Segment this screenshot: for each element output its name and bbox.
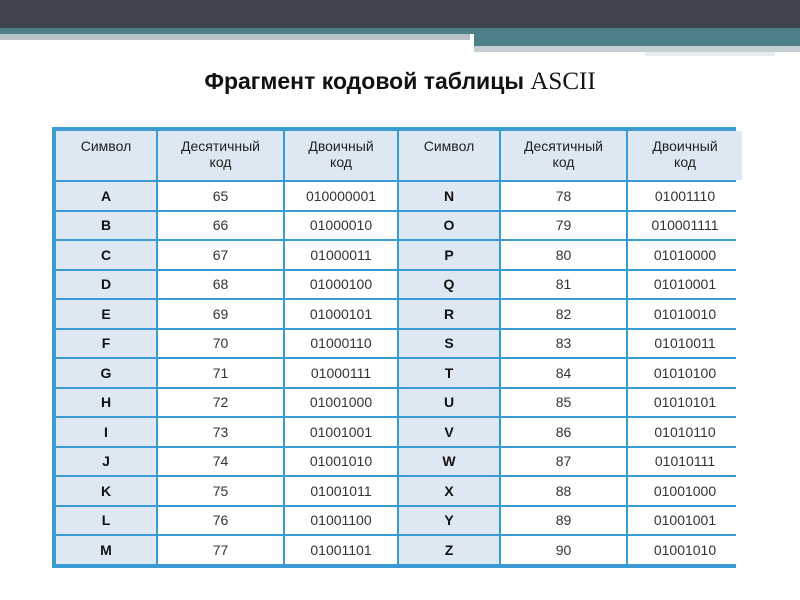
symbol-cell: K	[56, 477, 156, 505]
ascii-table-frame	[52, 127, 736, 568]
binary-cell: 01001110	[628, 182, 742, 210]
symbol-cell: X	[399, 477, 499, 505]
symbol-cell: I	[56, 418, 156, 446]
header-symbol	[399, 131, 499, 180]
symbol-cell: N	[399, 182, 499, 210]
header-label-line: Двоичный	[308, 138, 374, 154]
header-decimal-code	[158, 131, 283, 180]
binary-cell: 01001010	[628, 536, 742, 564]
symbol-cell: G	[56, 359, 156, 387]
ascii-table	[54, 129, 744, 566]
binary-cell: 01001100	[285, 507, 397, 535]
symbol-cell: V	[399, 418, 499, 446]
symbol-cell: M	[56, 536, 156, 564]
symbol-cell: R	[399, 300, 499, 328]
binary-cell: 01001011	[285, 477, 397, 505]
slide-title-text: Фрагмент кодовой таблицы	[204, 68, 524, 94]
table-header-row	[56, 131, 742, 180]
decimal-cell: 77	[158, 536, 283, 564]
header-label-line: код	[209, 154, 232, 170]
decimal-cell: 80	[501, 241, 626, 269]
binary-cell: 01001101	[285, 536, 397, 564]
decimal-cell: 86	[501, 418, 626, 446]
symbol-cell: S	[399, 330, 499, 358]
table-row	[56, 212, 742, 240]
binary-cell: 01010010	[628, 300, 742, 328]
symbol-cell: D	[56, 271, 156, 299]
accent-stripe	[645, 52, 775, 56]
binary-cell: 01010011	[628, 330, 742, 358]
symbol-cell: B	[56, 212, 156, 240]
symbol-cell: U	[399, 389, 499, 417]
binary-cell: 01000111	[285, 359, 397, 387]
binary-cell: 01000011	[285, 241, 397, 269]
binary-cell: 01001000	[628, 477, 742, 505]
decimal-cell: 68	[158, 271, 283, 299]
header-label-line: код	[674, 154, 696, 170]
table-body	[56, 182, 742, 564]
table-row	[56, 330, 742, 358]
decimal-cell: 78	[501, 182, 626, 210]
decimal-cell: 65	[158, 182, 283, 210]
symbol-cell: J	[56, 448, 156, 476]
accent-stripe	[0, 34, 470, 40]
table-row	[56, 359, 742, 387]
symbol-cell: T	[399, 359, 499, 387]
header-label-line: Символ	[423, 138, 475, 154]
binary-cell: 01001010	[285, 448, 397, 476]
binary-cell: 01000110	[285, 330, 397, 358]
decimal-cell: 71	[158, 359, 283, 387]
accent-stripe	[474, 34, 800, 46]
decimal-cell: 69	[158, 300, 283, 328]
binary-cell: 010000001	[285, 182, 397, 210]
binary-cell: 01010111	[628, 448, 742, 476]
binary-cell: 01000101	[285, 300, 397, 328]
decimal-cell: 85	[501, 389, 626, 417]
decimal-cell: 84	[501, 359, 626, 387]
binary-cell: 01001000	[285, 389, 397, 417]
symbol-cell: O	[399, 212, 499, 240]
binary-cell: 010001111	[628, 212, 742, 240]
table-row	[56, 507, 742, 535]
binary-cell: 01001001	[285, 418, 397, 446]
header-symbol	[56, 131, 156, 180]
slide-title-ascii: ASCII	[530, 68, 596, 95]
binary-cell: 01010100	[628, 359, 742, 387]
symbol-cell: F	[56, 330, 156, 358]
table-row	[56, 271, 742, 299]
decimal-cell: 87	[501, 448, 626, 476]
symbol-cell: Z	[399, 536, 499, 564]
table-row	[56, 389, 742, 417]
decimal-cell: 67	[158, 241, 283, 269]
header-label-line: Символ	[80, 138, 132, 154]
table-row	[56, 418, 742, 446]
symbol-cell: W	[399, 448, 499, 476]
binary-cell: 01000100	[285, 271, 397, 299]
decimal-cell: 72	[158, 389, 283, 417]
header-label-line: код	[330, 154, 352, 170]
header-label-line: код	[552, 154, 575, 170]
table-row	[56, 536, 742, 564]
header-label-line: Десятичный	[181, 138, 260, 154]
symbol-cell: A	[56, 182, 156, 210]
binary-cell: 01010110	[628, 418, 742, 446]
header-binary-code	[285, 131, 397, 180]
symbol-cell: Y	[399, 507, 499, 535]
decimal-cell: 76	[158, 507, 283, 535]
decimal-cell: 83	[501, 330, 626, 358]
decimal-cell: 74	[158, 448, 283, 476]
table-row	[56, 477, 742, 505]
decimal-cell: 75	[158, 477, 283, 505]
decimal-cell: 82	[501, 300, 626, 328]
symbol-cell: H	[56, 389, 156, 417]
decimal-cell: 70	[158, 330, 283, 358]
decimal-cell: 81	[501, 271, 626, 299]
binary-cell: 01010001	[628, 271, 742, 299]
header-label-line: Двоичный	[652, 138, 718, 154]
table-row	[56, 300, 742, 328]
header-label-line: Десятичный	[524, 138, 603, 154]
top-decor-bar	[0, 0, 800, 28]
decimal-cell: 66	[158, 212, 283, 240]
binary-cell: 01001001	[628, 507, 742, 535]
header-binary-code	[628, 131, 742, 180]
slide-title	[0, 68, 800, 96]
symbol-cell: Q	[399, 271, 499, 299]
decimal-cell: 89	[501, 507, 626, 535]
table-row	[56, 448, 742, 476]
binary-cell: 01010000	[628, 241, 742, 269]
symbol-cell: C	[56, 241, 156, 269]
decimal-cell: 88	[501, 477, 626, 505]
decimal-cell: 73	[158, 418, 283, 446]
table-row	[56, 241, 742, 269]
table-row	[56, 182, 742, 210]
symbol-cell: E	[56, 300, 156, 328]
binary-cell: 01000010	[285, 212, 397, 240]
decimal-cell: 90	[501, 536, 626, 564]
symbol-cell: L	[56, 507, 156, 535]
binary-cell: 01010101	[628, 389, 742, 417]
header-decimal-code	[501, 131, 626, 180]
decimal-cell: 79	[501, 212, 626, 240]
symbol-cell: P	[399, 241, 499, 269]
